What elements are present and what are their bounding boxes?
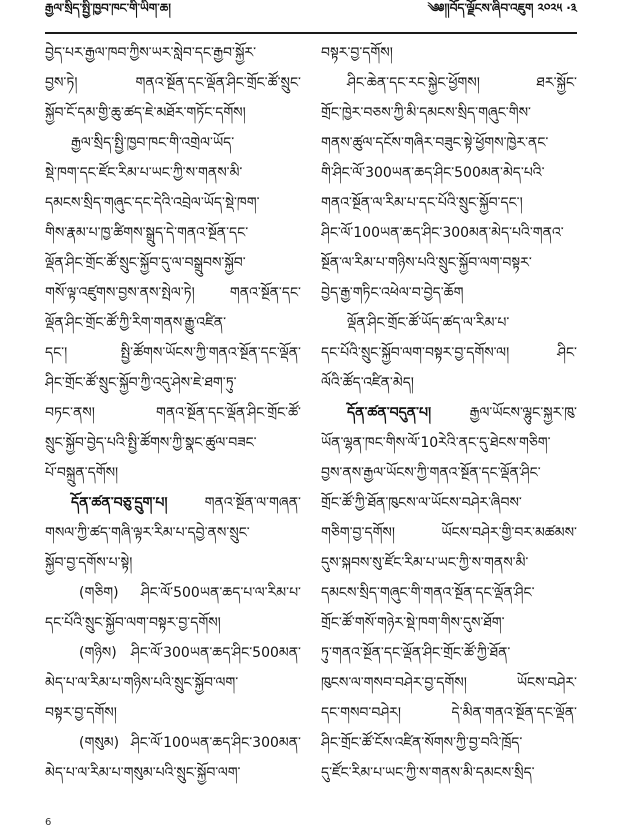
right-column-line: དུ་ཛོང་རིམ་པ་ཡང་ཀྱི་ས་གནས་མི་དམངས་སྲིད་ (321, 765, 535, 781)
right-column-line: དང་པོའི་སྲུང་སྐྱོབ་ལག་བསྟར་བྱ་དགོས་ལ། ཤིང་ (321, 345, 577, 361)
right-column-line: གི་ཤིང་ལོ་300ཡན་ཆད་ཤིང་500མན་མེད་པའི་ (321, 165, 545, 181)
left-column-line: བྱེད་པར་རྒྱལ་ཁབ་ཀྱིས་ཡར་སླེབ་དང་རྒྱབ་སྐྱོར་ (45, 45, 257, 61)
right-column-line: བསྟར་བྱ་དགོས། (321, 45, 393, 61)
left-column-line: སྐྱོབ་ངོ་དམ་གྱི་ཆུ་ཚད་ཇེ་མཐོར་གཏོང་དགོས། (45, 105, 246, 121)
left-column-line: སྡེ་ཁག་དང་ཛོང་རིམ་པ་ཡང་ཀྱི་ས་གནས་མི་ (45, 165, 243, 181)
left-column-line: རྒྱལ་སྲིད་སྤྱི་ཁྱབ་ཁང་གི་འགྲེལ་ཡོད་ (71, 135, 235, 151)
left-column-line (45, 488, 301, 518)
right-column-line: ཁུངས་ལ་གསབ་བཤེར་བྱ་དགོས། ཡོངས་བཤེར་ (321, 675, 577, 691)
right-column-line: གནས་ཚུལ་དངོས་གཞིར་བཟུང་སྟེ་ཕྱོགས་ཁྱེར་ནང་ (321, 135, 549, 151)
right-column-line (321, 398, 577, 428)
right-column-line: ཤིང་ལོ་100ཡན་ཆད་ཤིང་300མན་མེད་པའི་གནའ་ (321, 225, 564, 241)
article-heading: དོན་ཚན་བདུན་པ། (347, 405, 432, 421)
right-column-line: གྲོང་ཚོ་གསོ་གཉེར་སྡེ་ཁག་གིས་དུས་ཐོག་ (321, 615, 505, 631)
right-column-line: དུས་སྐབས་སུ་ཛོང་རིམ་པ་ཡང་ཀྱི་ས་གནས་མི་ (321, 555, 529, 571)
two-column-body (45, 38, 577, 788)
right-column-line: ཤིང་གྲོང་ཚོ་ངོས་འཛིན་སོགས་ཀྱི་བྱ་བའི་ཁྲོད་ (321, 735, 523, 751)
article-heading: དོན་ཚན་བཅུ་དྲུག་པ། (71, 495, 168, 511)
right-column-line: ཤིང་ཆེན་དང་རང་སྐྱེང་ཕྱོགས། ཐར་སྐྱོང་ (347, 75, 577, 91)
article-text: རྒྱལ་ཡོངས་ལྷུང་སྐྱར་ཁུ་ (431, 405, 577, 421)
left-column-line: མེད་པ་ལ་རིམ་པ་གསུམ་པའི་སྲུང་སྐྱོབ་ལག་ (45, 765, 241, 781)
left-column-line: (གཅིག) ཤིང་ལོ་500ཡན་ཆད་པ་ལ་རིམ་པ་ (79, 585, 301, 601)
left-column-line: དང་པོའི་སྲུང་སྐྱོབ་ལག་བསྟར་བྱ་དགོས། (45, 615, 221, 631)
left-column-line: (གཉིས) ཤིང་ལོ་300ཡན་ཆད་ཤིང་500མན་ (79, 645, 301, 661)
running-header (45, 1, 577, 34)
left-column-line: ལྡོན་ཤིང་གྲོང་ཚོ་སྲུང་སྐྱོབ་དུ་ལ་བསྒྲུབས་སྐྱོབ་ (45, 255, 246, 271)
left-column-line: དང་། སྤྱི་ཚོགས་ཡོངས་ཀྱི་གནའ་སྔོན་དང་ལྡོན་ (45, 345, 301, 361)
left-column-line: བཏང་ནས། གནའ་སྔོན་དང་ལྡོན་ཤིང་གྲོང་ཚོ་ (45, 405, 301, 421)
right-column-line: དང་གསབ་བཤེར། དེ་མིན་གནའ་སྔོན་དང་ལྡོན་ (321, 705, 577, 721)
right-column-line: གཅིག་བྱ་དགོས། ཡོངས་བཤེར་གྱི་བར་མཚམས་ (321, 525, 577, 541)
right-column-line: ལྡོན་ཤིང་གྲོང་ཚོ་ཡོད་ཚད་ལ་རིམ་པ་ (347, 315, 510, 331)
left-column (45, 38, 301, 788)
left-column-line: མེད་པ་ལ་རིམ་པ་གཉིས་པའི་སྲུང་སྐྱོབ་ལག་ (45, 675, 239, 691)
left-column-line: དམངས་སྲིད་གཞུང་དང་དེའི་འབྲེལ་ཡོད་སྡེ་ཁག་ (45, 195, 260, 211)
header-left-title: རྒྱལ་སྲིད་སྤྱི་ཁྱབ་ཁང་གི་ཡིག་ཆ། (45, 1, 171, 15)
left-column-line: (གསུམ) ཤིང་ལོ་100ཡན་ཆད་ཤིང་300མན་ (79, 735, 301, 751)
article-text: གནའ་སྔོན་ལ་གཞན་ (167, 495, 301, 511)
left-column-line: གསལ་ཀྱི་ཚད་གཞི་ལྟར་རིམ་པ་དབྱེ་ནས་སྲུང་ (45, 525, 250, 541)
header-right-title: ༄༅།།བོད་ལྗོངས་ཞིབ་འཇུག ༢༠༢༥ ·༣ (427, 1, 577, 15)
right-column-line: དམངས་སྲིད་གཞུང་གི་གནའ་སྔོན་དང་ལྡོན་ཤིང་ (321, 585, 535, 601)
right-column-line: ཏུ་གནའ་སྔོན་དང་ལྡོན་ཤིང་གྲོང་ཚོ་ཀྱི་ཐོན་ (321, 645, 511, 661)
right-column-line: བྱས་ནས་རྒྱལ་ཡོངས་ཀྱི་གནའ་སྔོན་དང་ལྡོན་ཤིང་ (321, 465, 541, 481)
page-number: 6 (45, 817, 52, 828)
right-column-line: སྔོན་ལ་རིམ་པ་གཉིས་པའི་སྲུང་སྐྱོབ་ལག་བསྟར་ (321, 255, 532, 271)
left-column-line: སྐྱོབ་བྱ་དགོས་པ་སྟེ། (45, 555, 133, 571)
right-column-line: གནའ་སྔོན་ལ་རིམ་པ་དང་པོའི་སྲུང་སྐྱོབ་དང་། (321, 195, 523, 211)
left-column-line: གིས་རྣམ་པ་ཁྱ་ཚིགས་སྒྲུད་དེ་གནའ་སྔོན་དང་ (45, 225, 249, 241)
left-column-line: བྱས་ཏེ། གནའ་སྔོན་དང་ལྡོན་ཤིང་གྲོང་ཚོ་སྲུང་ (45, 75, 301, 91)
right-column-line: གྲོང་ཁྱེར་བཅས་ཀྱི་མི་དམངས་སྲིད་གཞུང་གིས་ (321, 105, 531, 121)
right-column-line: ལོའི་ཚོད་འཛིན་མེད། (321, 375, 414, 391)
left-column-line: ཤིང་གྲོང་ཚོ་སྲུང་སྐྱོབ་ཀྱི་འདུ་ཤེས་ཇེ་ཐག་ཏུ་ (45, 375, 237, 391)
left-column-line: གསོ་ལྟ་འཛུགས་བྱས་ནས་སྤེལ་ཏེ། གནའ་སྔོན་དང་ (45, 285, 301, 301)
left-column-line: ལྡོན་ཤིང་གྲོང་ཚོ་ཀྱི་རིག་གནས་རྒྱུ་འཛིན་ (45, 315, 227, 331)
right-column-line: གྲོང་ཚོ་ཀྱི་ཐོན་ཁུངས་ལ་ཡོངས་བཤེར་ཞིབས་ (321, 495, 522, 511)
left-column-line: བསྟར་བྱ་དགོས། (45, 705, 117, 721)
left-column-line: སྲུང་སྐྱོབ་བྱེད་པའི་སྤྱི་ཚོགས་ཀྱི་སྣང་ཚུལ་བཟང་ (45, 435, 257, 451)
right-column-line: ཡོན་ལྷན་ཁང་གིས་ལོ་10རེའི་ནང་དུ་ཐེངས་གཅིག་ (321, 435, 551, 451)
left-column-line: པོ་བསྐྲུན་དགོས། (45, 465, 119, 481)
right-column-line: བྱེད་རྒྱ་གཏིང་འཕེལ་བ་བྱེད་ཆོག (321, 285, 464, 301)
right-column (321, 38, 577, 788)
